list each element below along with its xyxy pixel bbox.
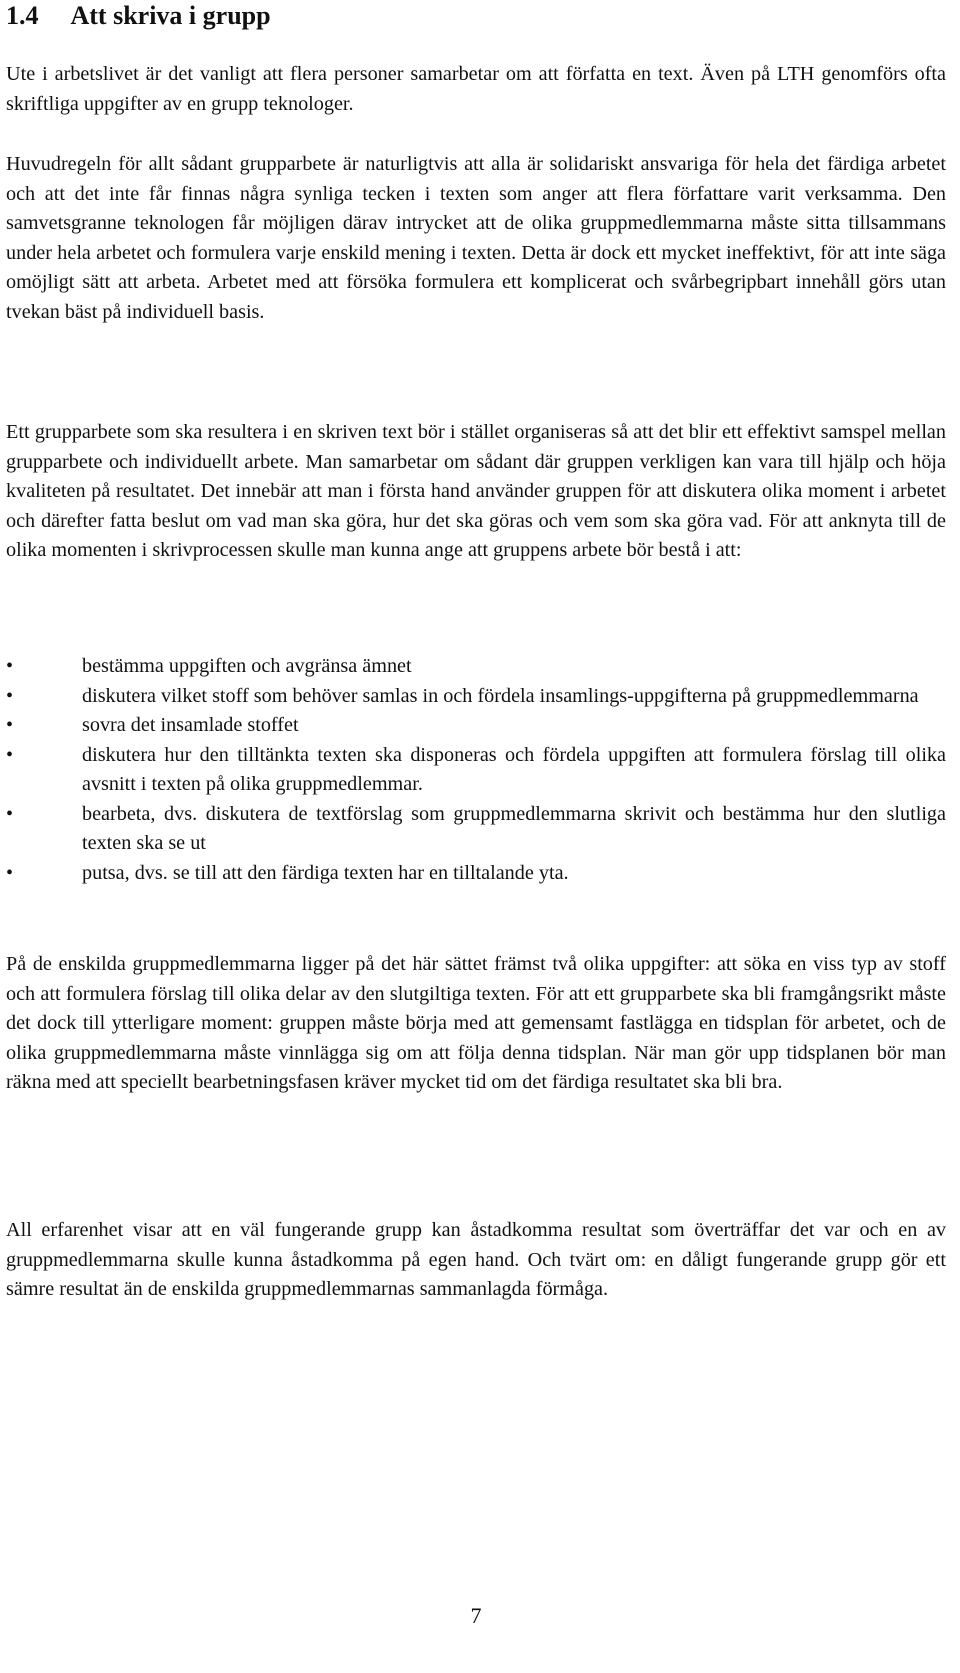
task-bullet-list	[6, 652, 946, 888]
list-item	[6, 859, 946, 889]
list-item	[6, 741, 946, 800]
bullet-icon: •	[6, 684, 14, 707]
paragraph-main-rule: Huvudregeln för allt sådant grupparbete är naturligtvis att alla är solidariskt ansvariga för hela det färdiga arbetet och att det inte får finnas några synliga tecken i texten som anger att flera författare varit verksamma. Den samvetsgranne teknologen får möjligen därav intrycket att de olika gruppmedlemmarna måste sitta tillsammans under hela arbetet och formulera varje enskild mening i texten. Detta är dock ett mycket ineffektivt, för att inte säga omöjligt sätt att arbeta. Arbetet med att försöka formulera ett komplicerat och svårbegripbart innehåll görs utan tvekan bäst på individuell basis.	[6, 153, 946, 323]
list-item	[6, 682, 946, 712]
list-item-text: diskutera vilket stoff som behöver samlas in och fördela insamlings-uppgifterna på gruppmedlemmarna	[82, 684, 919, 707]
list-item	[6, 652, 946, 682]
paragraph-organisation: Ett grupparbete som ska resultera i en skriven text bör i stället organiseras så att det blir ett effektivt samspel mellan grupparbete och individuellt arbete. Man samarbetar om sådant där gruppen verkligen kan vara till hjälp och höja kvaliteten på resultatet. Det innebär att man i första hand använder gruppen för att diskutera olika moment i arbetet och därefter fatta beslut om vad man ska göra, hur det ska göras och vem som ska göra vad. För att anknyta till de olika momenten i skrivprocessen skulle man kunna ange att gruppens arbete bör bestå i att:	[6, 421, 946, 561]
list-item	[6, 711, 946, 741]
bullet-icon: •	[6, 861, 14, 884]
list-item-text: bestämma uppgiften och avgränsa ämnet	[82, 655, 412, 677]
bullet-icon: •	[6, 714, 14, 736]
section-title: Att skriva i grupp	[70, 1, 271, 30]
list-item-text: putsa, dvs. se till att den färdiga texten har en tilltalande yta.	[82, 861, 569, 884]
section-heading	[6, 0, 946, 32]
list-item-text: diskutera hur den tilltänkta texten ska disponeras och fördela uppgiften att formulera förslag till olika avsnitt i texten på olika gruppmedlemmar.	[82, 743, 946, 795]
list-item-text: sovra det insamlade stoffet	[82, 714, 299, 736]
bullet-icon: •	[6, 743, 14, 766]
bullet-icon: •	[6, 655, 14, 677]
document-page	[6, 0, 946, 1628]
paragraph-conclusion: All erfarenhet visar att en väl fungerande grupp kan åstadkomma resultat som överträffar det var och en av gruppmedlemmarna skulle kunna åstadkomma på egen hand. Och tvärt om: en dåligt fungerande grupp gör ett sämre resultat än de enskilda gruppmedlemmarnas sammanlagda förmåga.	[6, 1219, 946, 1300]
list-item	[6, 800, 946, 859]
paragraph-intro: Ute i arbetslivet är det vanligt att flera personer samarbetar om att författa en text. Även på LTH genomförs ofta skriftliga uppgifter av en grupp teknologer.	[6, 63, 946, 115]
paragraph-individual-tasks: På de enskilda gruppmedlemmarna ligger på det här sättet främst två olika uppgifter: att söka en viss typ av stoff och att formulera förslag till olika delar av den slutgiltiga texten. För att ett grupparbete ska bli framgångsrikt måste det dock till ytterligare moment: gruppen måste börja med att gemensamt fastlägga en tidsplan för arbetet, och de olika gruppmedlemmarna måste vinnlägga sig om att följa denna tidsplan. När man gör upp tidsplanen bör man räkna med att speciellt bearbetningsfasen kräver mycket tid om det färdiga resultatet ska bli bra.	[6, 953, 946, 1093]
list-item-text: bearbeta, dvs. diskutera de textförslag som gruppmedlemmarna skrivit och bestämma hur den slutliga texten ska se ut	[82, 802, 946, 854]
bullet-icon: •	[6, 802, 14, 825]
section-number: 1.4	[6, 1, 39, 30]
page-number: 7	[470, 1603, 482, 1628]
